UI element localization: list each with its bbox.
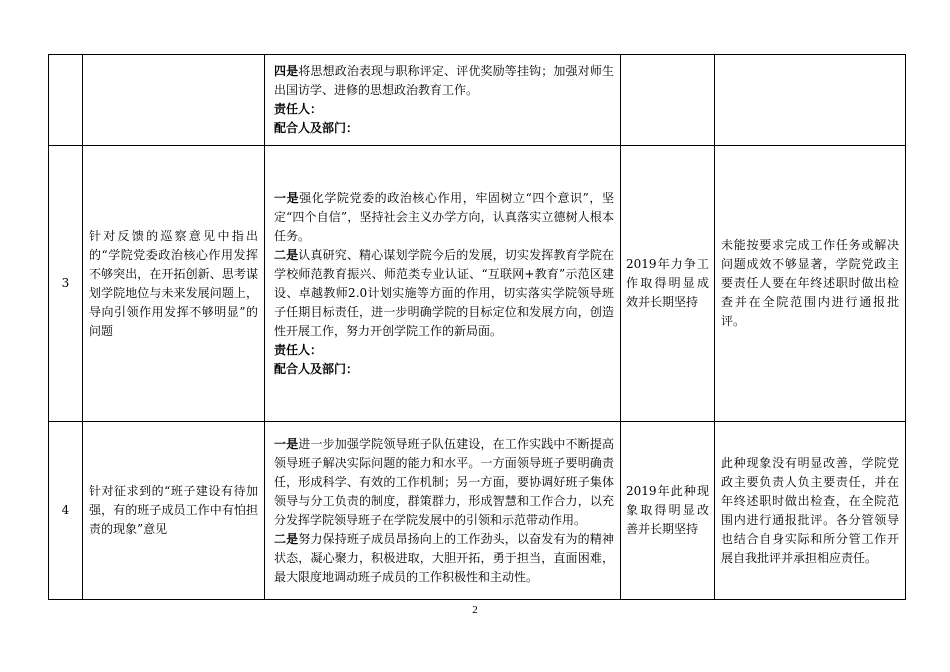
measure-text: 努力保持班子成员昂扬向上的工作劲头，以奋发有为的精神状态，凝心聚力，积极进取，大胆开拓，勇于担当，直面困难，最大限度地调动班子成员的工作积极性和主动性。 (274, 531, 614, 584)
measure-lead: 一是 (274, 190, 300, 205)
measure-item (274, 189, 614, 246)
problem-cell (83, 55, 265, 146)
problem-cell: 针对反馈的巡察意见中指出的“学院党委政治核心作用发挥不够突出，在开拓创新、思考谋划学院地位与未来发展问题上，导向引领作用发挥不够明显”的问题 (83, 146, 265, 422)
accountability-cell: 此种现象没有明显改善，学院党政主要负责人负主要责任，并在年终述职时做出检查，在全院范围内进行通报批评。各分管领导也结合自身实际和所分管工作开展自我批评并承担相应责任。 (715, 422, 906, 600)
measures-cell (265, 55, 621, 146)
row-number: 3 (49, 146, 83, 422)
table-row (49, 55, 906, 146)
rectification-table (48, 54, 906, 600)
measure-text: 进一步加强学院领导班子队伍建设，在工作实践中不断提高领导班子解决实际问题的能力和水平。一方面领导班子要明确责任，形成科学、有效的工作机制；另一方面，要协调好班子集体领导与分工负责的制度，群策群力，形成智慧和工作合力，以充分发挥学院领导班子在学院发展中的引领和示范带动作用。 (274, 436, 614, 527)
measure-text: 认真研究、精心谋划学院今后的发展，切实发挥教育学院在学校师范教育振兴、师范类专业认证、“互联网+教育”示范区建设、卓越教师2.0计划实施等方面的作用，切实落实学院领导班子任期目标责任，进一步明确学院的目标定位和发展方向，创造性开展工作，努力开创学院工作的新局面。 (274, 247, 614, 338)
table-row (49, 146, 906, 422)
cooperate-label: 配合人及部门： (274, 121, 359, 135)
measure-item (274, 62, 614, 100)
timeline-cell: 2019年力争工作取得明显成效并长期坚持 (621, 146, 715, 422)
page-number: 2 (472, 604, 478, 616)
measures-cell (265, 146, 621, 422)
measure-text: 将思想政治表现与职称评定、评优奖励等挂钩；加强对师生出国访学、进修的思想政治教育工作。 (274, 64, 614, 97)
row-number (49, 55, 83, 146)
accountability-cell: 未能按要求完成工作任务或解决问题成效不够显著，学院党政主要责任人要在年终述职时做出检查并在全院范围内进行通报批评。 (715, 146, 906, 422)
cooperate-label: 配合人及部门： (274, 361, 359, 376)
row-number: 4 (49, 422, 83, 600)
measure-lead: 一是 (274, 436, 299, 451)
measures-cell (265, 422, 621, 600)
measure-item (274, 530, 614, 587)
measure-lead: 四是 (274, 64, 299, 78)
measure-lead: 二是 (274, 247, 299, 262)
problem-cell: 针对征求到的“班子建设有待加强，有的班子成员工作中有怕担责的现象”意见 (83, 422, 265, 600)
accountability-cell (715, 55, 906, 146)
timeline-cell (621, 55, 715, 146)
responsible-label: 责任人： (274, 102, 323, 116)
measure-item (274, 435, 614, 530)
measure-item (274, 246, 614, 341)
measure-lead: 二是 (274, 531, 299, 546)
responsible-label: 责任人： (274, 342, 323, 357)
timeline-cell: 2019年此种现象取得明显改善并长期坚持 (621, 422, 715, 600)
table-row (49, 422, 906, 600)
measure-text: 强化学院党委的政治核心作用，牢固树立“四个意识”，坚定“四个自信”，坚持社会主义办学方向，认真落实立德树人根本任务。 (274, 190, 614, 243)
